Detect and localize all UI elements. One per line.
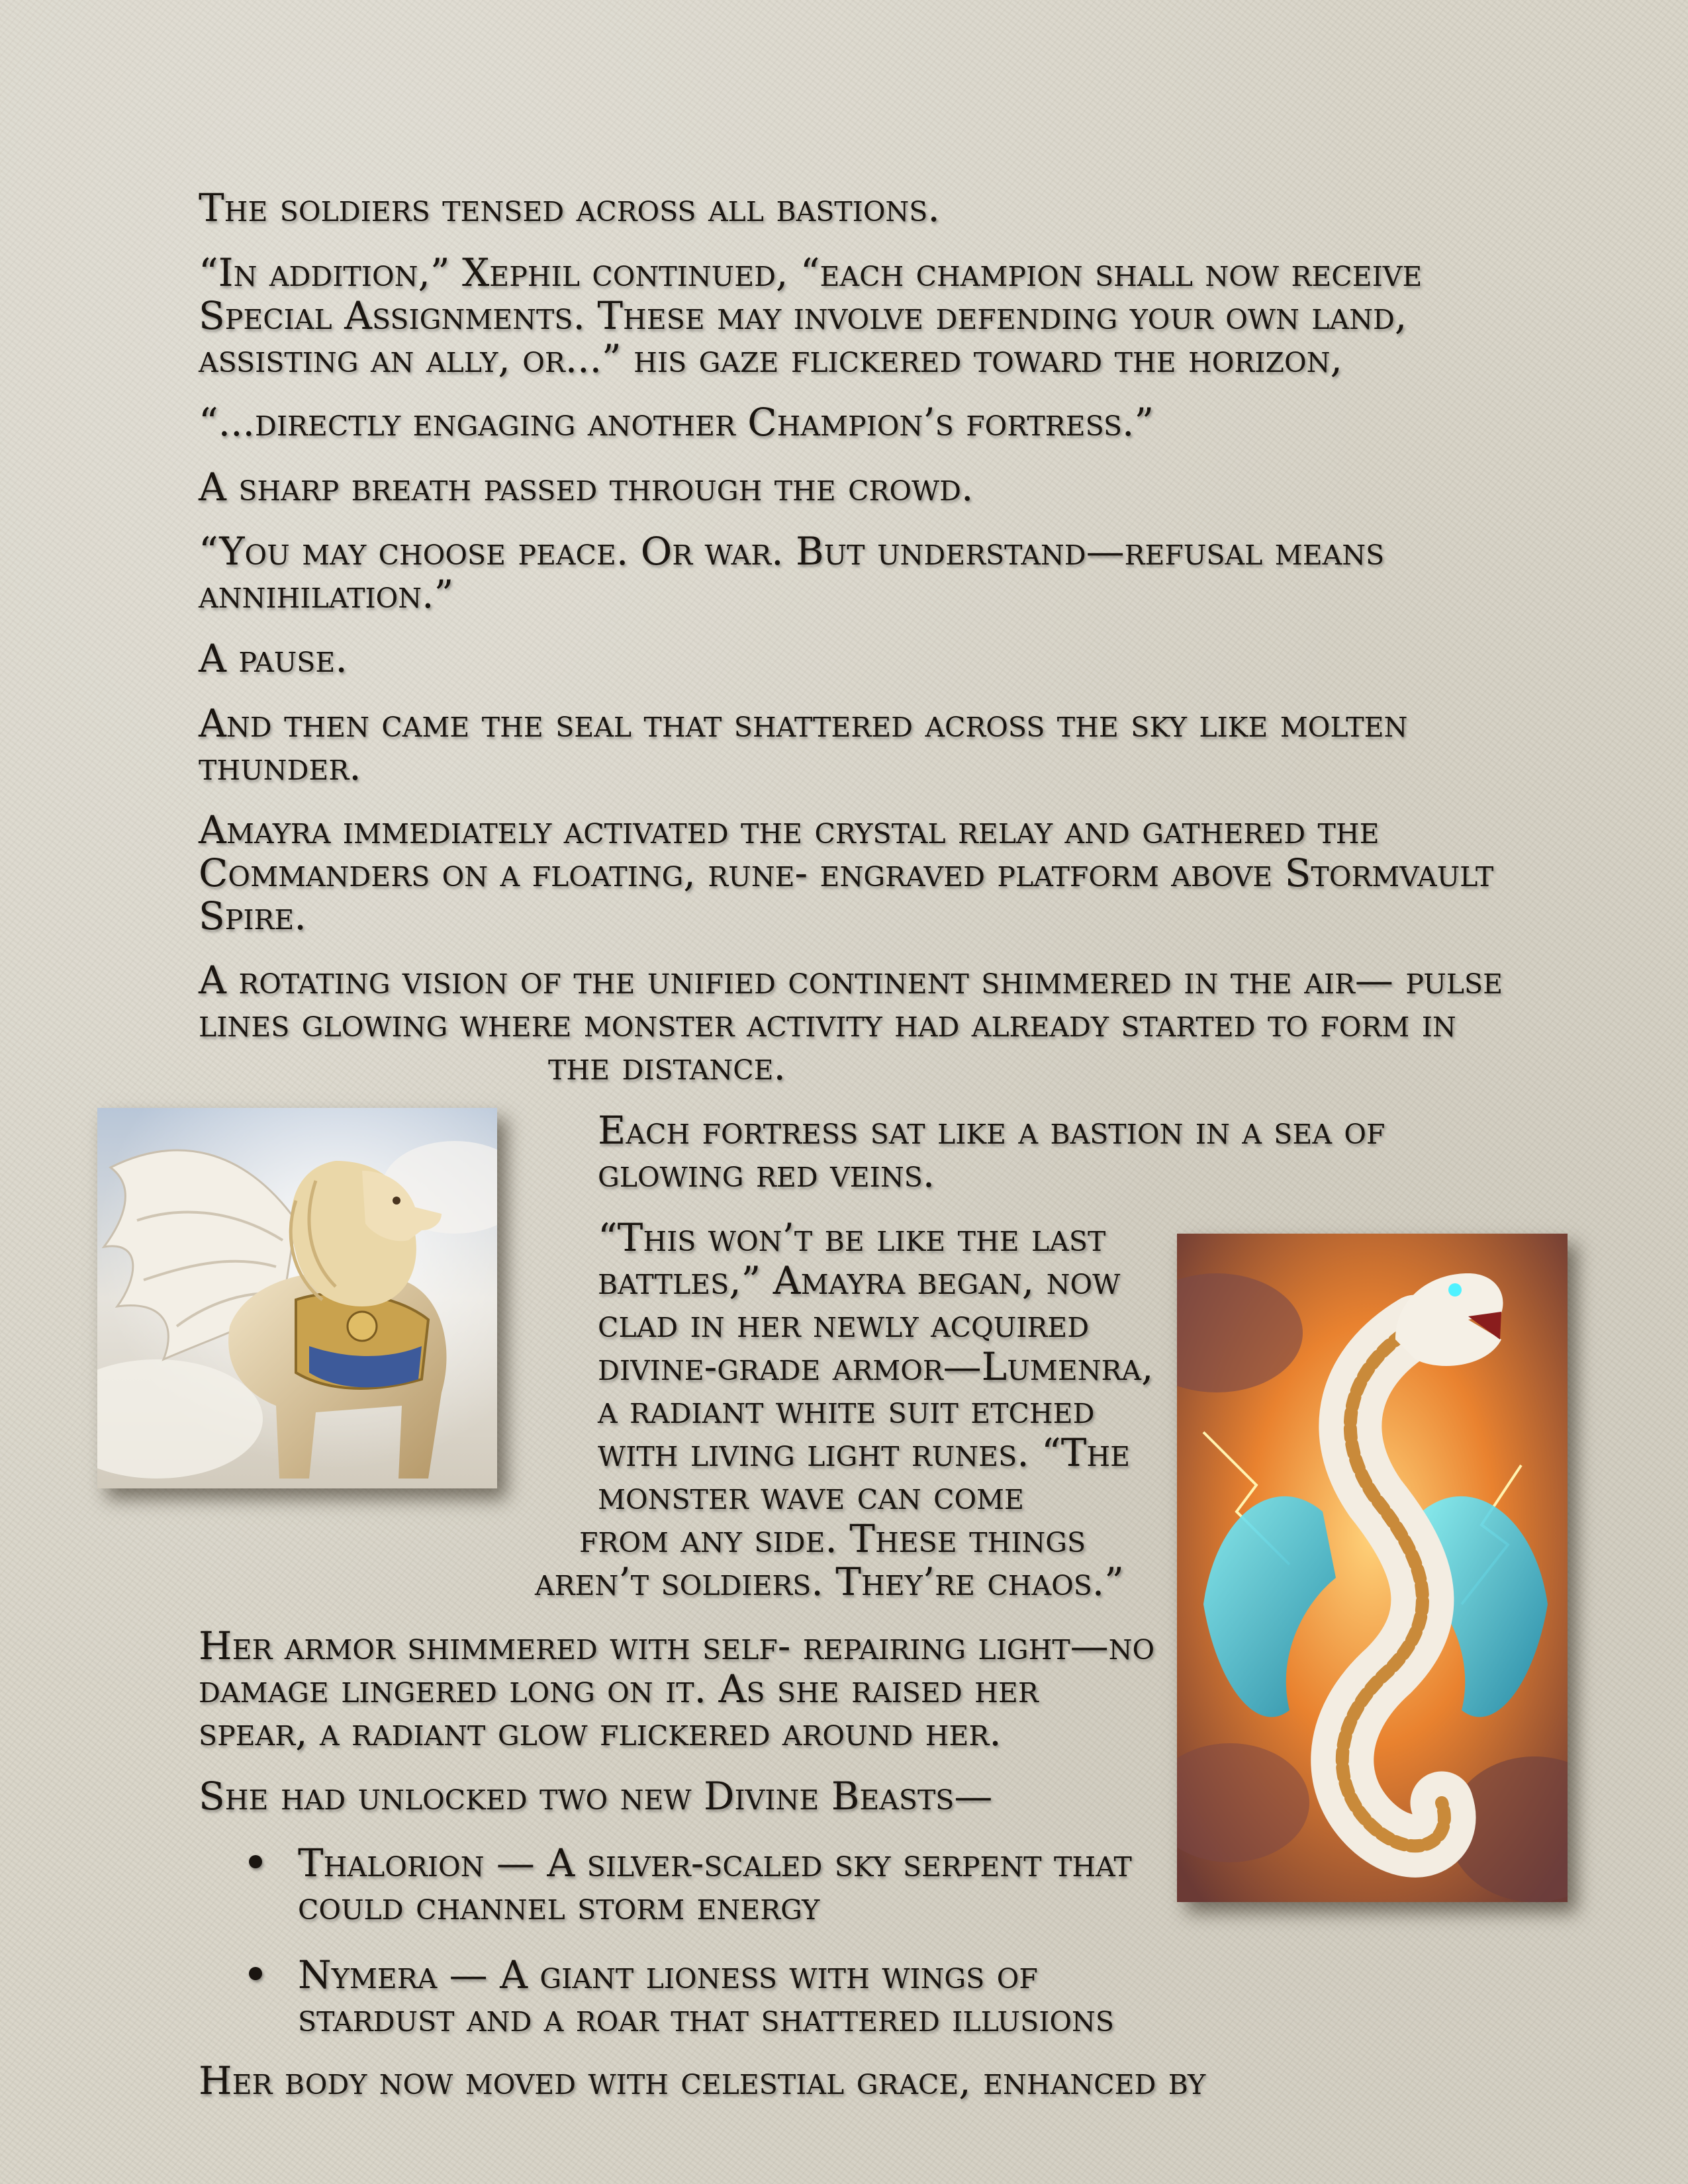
paragraph-line: “This won’t be like the last <box>598 1215 1106 1260</box>
paragraph-line: damage lingered long on it. As she raised her <box>199 1666 1039 1711</box>
paragraph-line: assisting an ally, or...” his gaze flickered toward the horizon, <box>199 336 1342 381</box>
list-item-nymera <box>298 1954 1114 2040</box>
paragraph-line: from any side. These things <box>579 1516 1086 1561</box>
winged-lion-illustration <box>97 1108 497 1488</box>
paragraph-line: glowing red veins. <box>598 1151 935 1196</box>
paragraph-line: with living light runes. “The <box>598 1430 1131 1475</box>
paragraph-line: A sharp breath passed through the crowd. <box>199 465 974 510</box>
paragraph-engaging-fortress <box>199 401 1154 444</box>
paragraph-a-pause <box>199 637 348 680</box>
paragraph-line: The soldiers tensed across all bastions. <box>199 185 940 230</box>
list-item-thalorion <box>298 1842 1132 1928</box>
paragraph-line: monster wave can come <box>598 1473 1024 1518</box>
paragraph-line: the distance. <box>548 1044 786 1089</box>
paragraph-line: Her body now moved with celestial grace, enhanced by <box>199 2058 1206 2103</box>
bullet-marker <box>249 1967 262 1980</box>
paragraph-line: “In addition,” Xephil continued, “each champion shall now receive <box>199 250 1423 295</box>
paragraph-line: Commanders on a floating, rune- engraved platform above Stormvault <box>199 850 1494 895</box>
paragraph-line: And then came the seal that shattered across the sky like molten <box>199 701 1408 746</box>
paragraph-the-distance <box>548 1045 786 1088</box>
paragraph-line: “You may choose peace. Or war. But understand—refusal means <box>199 529 1385 574</box>
paragraph-line: battles,” Amayra began, now <box>598 1258 1121 1303</box>
paragraph-line: Her armor shimmered with self- repairing light—no <box>199 1623 1155 1668</box>
paragraph-chaos <box>535 1561 1124 1604</box>
paragraph-line: Each fortress sat like a bastion in a sea of <box>598 1108 1385 1153</box>
paragraph-line: clad in her newly acquired <box>598 1301 1090 1346</box>
list-item-line: Thalorion — A silver-scaled sky serpent that <box>298 1841 1132 1886</box>
list-item-line: Nymera — A giant lioness with wings of <box>298 1952 1038 1997</box>
paragraph-line: A pause. <box>199 636 348 681</box>
paragraph-each-fortress <box>598 1109 1385 1195</box>
paragraph-line: aren’t soldiers. They’re chaos.” <box>535 1559 1124 1604</box>
paragraph-line: a radiant white suit etched <box>598 1387 1095 1432</box>
paragraph-peace-or-war <box>199 530 1384 616</box>
paragraph-crystal-relay <box>199 809 1493 938</box>
paragraph-celestial-grace <box>199 2060 1205 2103</box>
paragraph-line: Spire. <box>199 893 306 938</box>
paragraph-line: spear, a radiant glow flickered around her. <box>199 1709 1002 1754</box>
paragraph-line: annihilation.” <box>199 572 454 617</box>
paragraph-line: divine-grade armor—Lumenra, <box>598 1344 1154 1389</box>
paragraph-line: thunder. <box>199 744 361 789</box>
paragraph-line: “...directly engaging another Champion’s fortress.” <box>199 400 1154 445</box>
list-item-line: stardust and a roar that shattered illusions <box>298 1995 1114 2040</box>
winged-lion-image <box>97 1108 497 1488</box>
paragraph-the-seal <box>199 702 1407 788</box>
bullet-marker <box>249 1855 262 1868</box>
paragraph-line: lines glowing where monster activity had already started to form in <box>199 1001 1456 1046</box>
list-item-line: could channel storm energy <box>298 1884 820 1929</box>
paragraph-rotating-vision <box>199 959 1503 1045</box>
paragraph-line: A rotating vision of the unified continent shimmered in the air— pulse <box>199 958 1503 1003</box>
paragraph-amayra-began <box>598 1216 1153 1518</box>
paragraph-any-side <box>579 1518 1086 1561</box>
sky-serpent-image <box>1177 1234 1568 1902</box>
paragraph-line: She had unlocked two new Divine Beasts— <box>199 1774 993 1819</box>
paragraph-armor-shimmered <box>199 1625 1154 1754</box>
paragraph-line: Amayra immediately activated the crystal relay and gathered the <box>199 807 1380 852</box>
paragraph-line: Special Assignments. These may involve defending your own land, <box>199 293 1407 338</box>
paragraph-sharp-breath <box>199 466 973 509</box>
sky-serpent-illustration <box>1177 1234 1568 1902</box>
paragraph-divine-beasts <box>199 1775 992 1818</box>
paragraph-soldiers-tensed <box>199 187 940 230</box>
paragraph-xephil-continued <box>199 251 1422 381</box>
